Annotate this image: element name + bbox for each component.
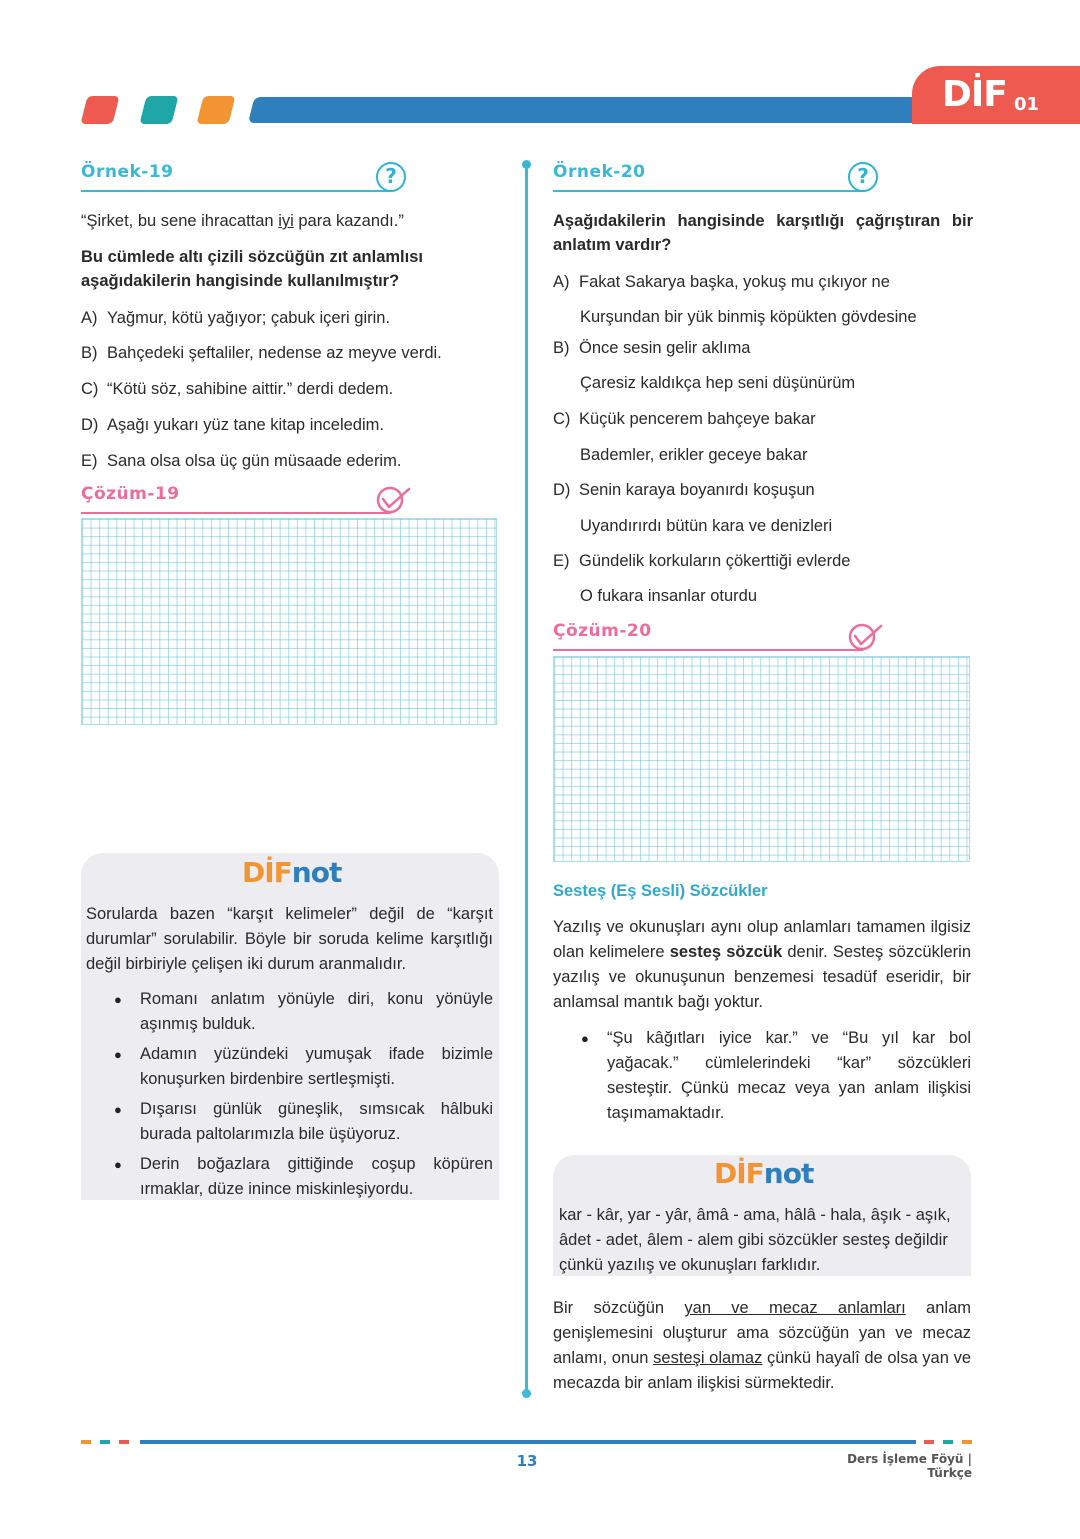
underlined-word: iyi — [278, 212, 294, 230]
column-divider — [525, 165, 528, 1393]
option-c[interactable]: C) Küçük pencerem bahçeye bakar — [553, 410, 816, 428]
header-red-shape — [81, 96, 120, 124]
footer-title: Ders İşleme Föyü | Türkçe — [847, 1452, 972, 1480]
difnot-intro: Sorularda bazen “karşıt kelimeler” değil de “karşıt durumlar” sorulabilir. Böyle bir soruda kelime karşıtlığı değil birbiriyle çelişen iki durum aranmalıdır. — [86, 905, 493, 973]
definition-paragraph: Yazılış ve okunuşları aynı olup anlamları tamamen ilgisiz olan kelimelere sesteş sözcük denir. Sesteş sözcüklerin yazılış ve okunuşunun benzemesi tesadüf eseridir, bir anlamsal mantık bağı yoktur. — [553, 918, 971, 1011]
footer-dash-red — [119, 1440, 129, 1444]
difnot-bullet-2: ● Adamın yüzündeki yumuşak ifade bizimle konuşurken birdenbire sertleşmişti. — [140, 1042, 493, 1092]
example-bullet: ● “Şu kâğıtları iyice kar.” ve “Bu yıl kar bol yağacak.” cümlelerindeki “kar” sözcükleri sesteştir. Çünkü mecaz veya yan anlam ilişkisi taşımamaktadır. — [607, 1026, 971, 1126]
footer-line — [140, 1440, 916, 1444]
question-icon: ? — [848, 162, 878, 192]
page-number: 13 — [516, 1452, 538, 1470]
option-c-line2: Bademler, erikler geceye bakar — [580, 446, 808, 464]
section-title: Sesteş (Eş Sesli) Sözcükler — [553, 882, 768, 900]
underlined-phrase-1: yan ve mecaz anlamları — [684, 1299, 906, 1317]
difnot-logo-right: DİFnot — [714, 1157, 814, 1190]
solution-20-heading — [553, 621, 863, 651]
divider-bottom-dot — [522, 1389, 531, 1398]
footer-dash-teal — [100, 1440, 110, 1444]
option-d[interactable]: D) Aşağı yukarı yüz tane kitap inceledim. — [81, 416, 384, 434]
check-icon — [847, 621, 885, 651]
option-b[interactable]: B) Bahçedeki şeftaliler, nedense az meyve verdi. — [81, 344, 442, 362]
option-a[interactable]: A) Fakat Sakarya başka, yokuş mu çıkıyor ne — [553, 273, 890, 291]
solution-20-title: Çözüm-20 — [553, 621, 652, 641]
difnot-bullet-1: ● Romanı anlatım yönüyle diri, konu yönüyle aşınmış bulduk. — [140, 987, 493, 1037]
difnot-text-right: kar - kâr, yar - yâr, âmâ - ama, hâlâ - hala, âşık - aşık, âdet - adet, âlem - alem gibi sözcükler sesteş değildir çünkü yazılış ve okunuşları farklıdır. — [559, 1206, 951, 1274]
example-19-prompt: “Şirket, bu sene ihracattan iyi para kazandı.” — [81, 212, 404, 230]
footer-dash-orange — [81, 1440, 91, 1444]
option-a-line2: Kurşundan bir yük binmiş köpükten gövdesine — [580, 308, 917, 326]
option-e-line2: O fukara insanlar oturdu — [580, 587, 758, 605]
check-icon — [375, 484, 413, 514]
question-icon: ? — [376, 162, 406, 192]
example-20-question: Aşağıdakilerin hangisinde karşıtlığı çağrıştıran bir anlatım vardır? — [553, 212, 973, 254]
option-b-line2: Çaresiz kaldıkça hep seni düşünürüm — [580, 374, 856, 392]
footer-dash-red — [924, 1440, 934, 1444]
brand-logo: DİF — [942, 74, 1007, 115]
option-e[interactable]: E) Gündelik korkuların çökerttiği evlerde — [553, 552, 851, 570]
solution-19-grid[interactable] — [81, 518, 497, 725]
example-19-heading — [81, 162, 391, 192]
solution-19-title: Çözüm-19 — [81, 484, 180, 504]
difnot-bullet-4: ● Derin boğazlara gittiğinde coşup köpüren ırmaklar, düze inince miskinleşiyordu. — [140, 1152, 493, 1202]
solution-19-heading — [81, 484, 391, 514]
option-b[interactable]: B) Önce sesin gelir aklıma — [553, 339, 751, 357]
example-19-title: Örnek-19 — [81, 162, 174, 182]
header-teal-shape — [140, 96, 179, 124]
solution-20-grid[interactable] — [553, 656, 970, 862]
difnot-bullet-3: ● Dışarısı günlük güneşlik, sımsıcak hâlbuki burada paltolarımızla bile üşüyoruz. — [140, 1097, 493, 1147]
footer-dash-orange — [962, 1440, 972, 1444]
difnot-logo-left: DİFnot — [242, 856, 342, 889]
brand-number: 01 — [1014, 94, 1040, 115]
example-19-question: Bu cümlede altı çizili sözcüğün zıt anlamlısı aşağıdakilerin hangisinde kullanılmıştır? — [81, 248, 423, 290]
final-paragraph: Bir sözcüğün yan ve mecaz anlamları anlam genişlemesini oluşturur ama sözcüğün yan ve mecaz anlamı, onun sesteşi olamaz çünkü hayalî de olsa yan ve mecazda bir anlam ilişkisi sürmektedir. — [553, 1299, 971, 1392]
header-orange-shape — [197, 96, 236, 124]
option-c[interactable]: C) “Kötü söz, sahibine aittir.” derdi dedem. — [81, 380, 394, 398]
footer-dash-teal — [943, 1440, 953, 1444]
option-e[interactable]: E) Sana olsa olsa üç gün müsaade ederim. — [81, 452, 402, 470]
brand-badge — [912, 66, 1080, 124]
underlined-phrase-2: sesteşi olamaz — [653, 1349, 763, 1367]
header-blue-bar — [248, 97, 954, 123]
definition-term: sesteş sözcük — [669, 943, 783, 961]
option-a[interactable]: A) Yağmur, kötü yağıyor; çabuk içeri girin. — [81, 309, 391, 327]
option-d[interactable]: D) Senin karaya boyanırdı koşuşun — [553, 481, 815, 499]
example-20-title: Örnek-20 — [553, 162, 646, 182]
option-d-line2: Uyandırırdı bütün kara ve denizleri — [580, 517, 833, 535]
example-20-heading — [553, 162, 863, 192]
